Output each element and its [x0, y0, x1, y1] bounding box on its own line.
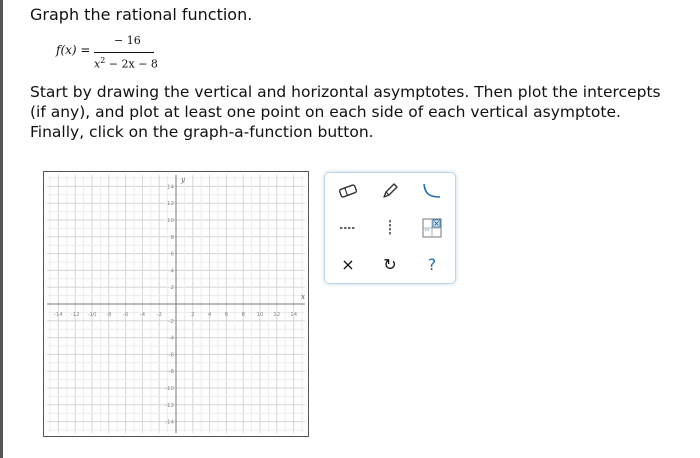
horizontal-dashed-line-icon — [338, 223, 358, 233]
y-tick-label: -6 — [168, 352, 174, 359]
x-tick-label: 12 — [273, 312, 281, 318]
vertical-dashed-line-icon — [385, 218, 395, 238]
graph-function-icon — [422, 218, 442, 238]
y-tick-label: 6 — [170, 251, 174, 258]
y-tick-label: 8 — [170, 234, 174, 241]
pencil-tool-button[interactable] — [377, 178, 403, 204]
eraser-tool-button[interactable] — [335, 178, 361, 204]
undo-button[interactable]: ↻ — [383, 254, 397, 274]
graph-toolbox — [324, 172, 456, 284]
denominator-rest: − 2x − 8 — [105, 57, 158, 71]
fraction-bar — [94, 52, 154, 53]
x-tick-label: -6 — [122, 312, 129, 318]
x-tick-label: 2 — [191, 312, 195, 318]
help-button[interactable]: ? — [427, 254, 437, 274]
graph-area[interactable] — [43, 171, 309, 437]
pencil-icon — [380, 181, 400, 201]
y-tick-label: -10 — [165, 386, 174, 392]
eraser-icon — [338, 184, 358, 198]
x-tick-label: -12 — [70, 312, 80, 318]
curve-tool-button[interactable] — [419, 178, 445, 204]
function-denominator — [94, 56, 158, 71]
left-border — [0, 0, 3, 458]
x-axis-label: x — [301, 293, 305, 301]
x-tick-label: 14 — [290, 312, 298, 318]
question-title: Graph the rational function. — [30, 5, 253, 24]
x-tick-label: 4 — [207, 312, 212, 318]
y-tick-label: 10 — [167, 218, 174, 224]
clear-button[interactable]: × — [341, 254, 355, 274]
y-tick-label: -4 — [168, 335, 174, 342]
y-tick-label: -14 — [165, 419, 174, 426]
x-tick-label: -2 — [156, 312, 162, 318]
curve-icon — [421, 181, 443, 201]
y-tick-label: -8 — [168, 369, 174, 376]
y-tick-label: -2 — [168, 318, 174, 325]
y-axis-label: y — [181, 176, 185, 184]
function-lhs: f(x) = — [56, 43, 91, 57]
x-tick-label: -8 — [106, 312, 112, 318]
graph-function-button[interactable] — [419, 215, 445, 241]
x-tick-label: -4 — [139, 312, 146, 318]
y-tick-label: 4 — [170, 268, 174, 275]
function-formula — [56, 32, 176, 78]
y-tick-labels — [165, 184, 174, 425]
denominator-base: x — [94, 57, 101, 71]
y-tick-label: 12 — [167, 201, 174, 208]
horizontal-asymptote-button[interactable] — [335, 215, 361, 241]
x-tick-label: 6 — [224, 312, 229, 318]
vertical-asymptote-button[interactable] — [377, 215, 403, 241]
function-numerator: − 16 — [114, 34, 141, 47]
x-tick-label: -10 — [87, 312, 97, 318]
y-tick-label: -12 — [165, 402, 174, 409]
x-tick-label: 8 — [241, 312, 245, 318]
instructions: Start by drawing the vertical and horizontal asymptotes. Then plot the intercepts (if any), and plot at least one point on each side of each vertical asymptote. Finally, click on the graph-a-function button. — [30, 83, 661, 141]
x-tick-label: 10 — [256, 312, 264, 318]
y-tick-label: 14 — [167, 184, 174, 191]
x-tick-label: -14 — [53, 312, 63, 318]
denominator-exponent: 2 — [100, 56, 106, 65]
y-tick-label: 2 — [170, 285, 174, 292]
